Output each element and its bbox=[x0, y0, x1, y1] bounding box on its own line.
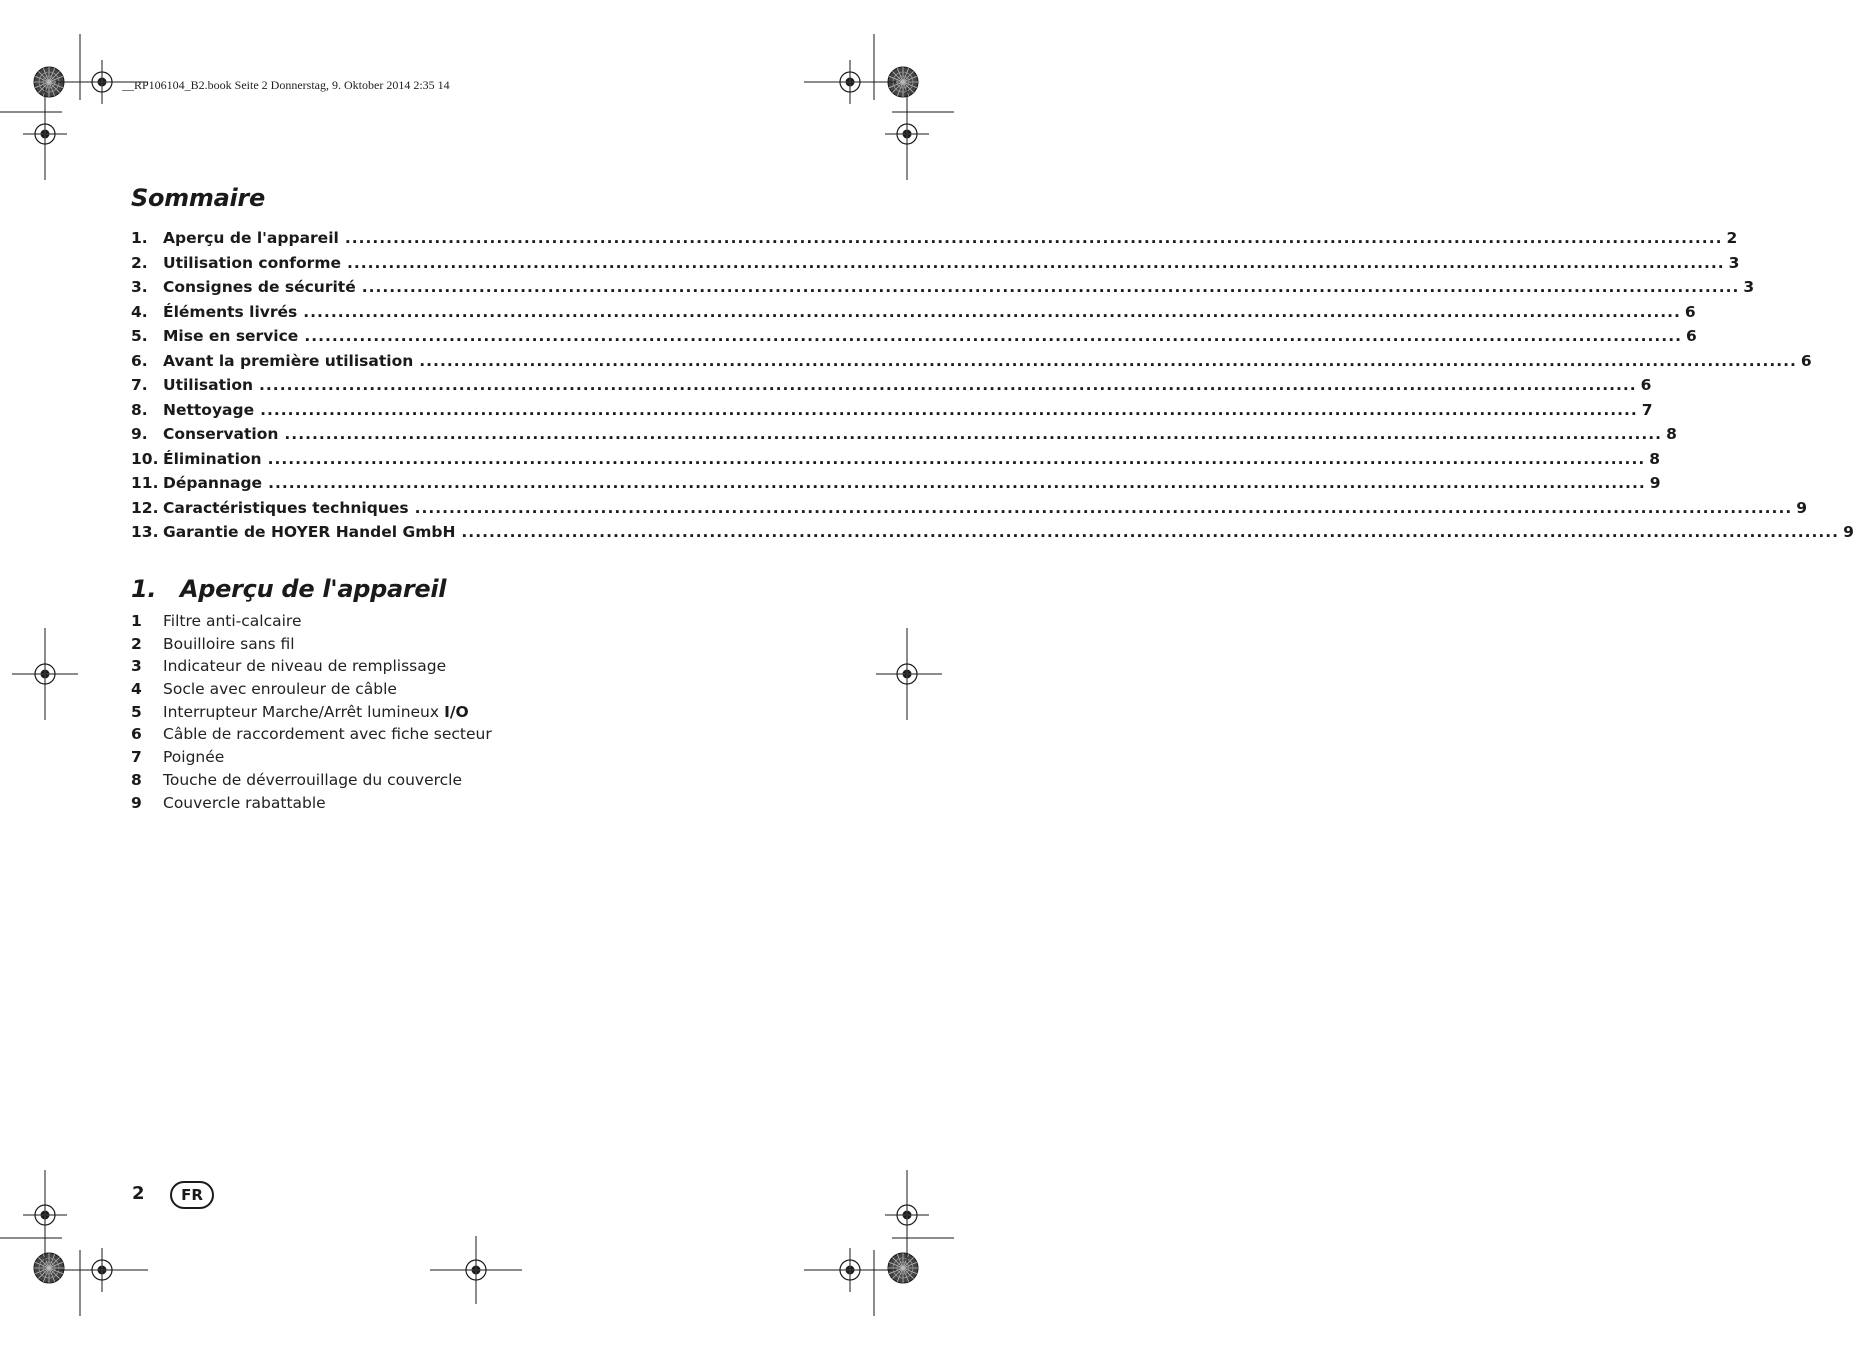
part-label: Filtre anti-calcaire bbox=[163, 612, 302, 630]
list-item bbox=[131, 635, 492, 658]
toc-leader-dots: ........................................................................................................................................................................................................ bbox=[414, 498, 1793, 517]
section-title: Aperçu de l'appareil bbox=[180, 575, 447, 603]
toc-entry-title: Mise en service bbox=[163, 327, 299, 345]
toc-entry-page: 6 bbox=[1685, 327, 1697, 345]
toc-entry[interactable] bbox=[131, 376, 1652, 401]
toc-entry-number: 2. bbox=[131, 253, 148, 272]
toc-entry-page: 6 bbox=[1684, 302, 1696, 321]
toc-entry[interactable] bbox=[131, 302, 1696, 328]
list-item bbox=[131, 794, 492, 817]
parts-list bbox=[131, 612, 492, 816]
part-number: 8 bbox=[131, 770, 142, 789]
toc-leader-dots: ........................................................................................................................................................................................................ bbox=[267, 449, 1646, 468]
toc-entry[interactable] bbox=[131, 425, 1677, 450]
toc-entry-title: Avant la première utilisation bbox=[163, 351, 414, 370]
section-heading bbox=[131, 575, 446, 603]
toc-entry-title: Nettoyage bbox=[163, 400, 255, 419]
part-number: 6 bbox=[131, 725, 142, 744]
toc-entry-page: 8 bbox=[1666, 425, 1677, 443]
toc-entry[interactable] bbox=[131, 278, 1755, 303]
toc-leader-dots: ........................................................................................................................................................................................................ bbox=[303, 302, 1681, 321]
table-of-contents bbox=[131, 229, 1854, 548]
part-label: Poignée bbox=[163, 748, 225, 767]
toc-entry-number: 3. bbox=[131, 278, 148, 296]
toc-entry-page: 6 bbox=[1640, 376, 1652, 394]
part-number: 7 bbox=[131, 748, 142, 767]
toc-entry-number: 4. bbox=[131, 302, 148, 321]
toc-leader-dots: ........................................................................................................................................................................................................ bbox=[361, 278, 1740, 296]
toc-entry-page: 9 bbox=[1796, 498, 1808, 517]
part-number: 3 bbox=[131, 657, 142, 676]
toc-entry-number: 13. bbox=[131, 523, 159, 541]
list-item bbox=[131, 725, 492, 748]
toc-entry-page: 3 bbox=[1728, 253, 1740, 272]
part-label: Touche de déverrouillage du couvercle bbox=[163, 770, 463, 789]
toc-entry-number: 10. bbox=[131, 449, 159, 468]
part-label: Couvercle rabattable bbox=[163, 793, 326, 812]
part-symbol: I/O bbox=[444, 702, 469, 721]
toc-entry[interactable] bbox=[131, 449, 1661, 475]
toc-leader-dots: ........................................................................................................................................................................................................ bbox=[259, 376, 1637, 394]
part-label: Indicateur de niveau de remplissage bbox=[163, 657, 447, 676]
toc-entry[interactable] bbox=[131, 523, 1854, 548]
list-item bbox=[131, 680, 492, 703]
toc-entry[interactable] bbox=[131, 229, 1738, 254]
toc-entry-number: 6. bbox=[131, 351, 148, 370]
part-label: Socle avec enrouleur de câble bbox=[163, 680, 397, 699]
toc-entry-title: Conservation bbox=[163, 425, 279, 443]
toc-leader-dots: ........................................................................................................................................................................................................ bbox=[304, 327, 1682, 345]
toc-entry-title: Consignes de sécurité bbox=[163, 278, 356, 296]
toc-leader-dots: ........................................................................................................................................................................................................ bbox=[344, 229, 1723, 247]
toc-heading: Sommaire bbox=[131, 184, 265, 212]
list-item bbox=[131, 657, 492, 680]
toc-entry[interactable] bbox=[131, 498, 1808, 524]
toc-entry-title: Aperçu de l'appareil bbox=[163, 229, 339, 247]
language-badge bbox=[170, 1181, 214, 1209]
toc-entry[interactable] bbox=[131, 400, 1653, 426]
language-code: FR bbox=[181, 1186, 203, 1204]
part-label: Bouilloire sans fil bbox=[163, 634, 295, 653]
toc-entry-page: 9 bbox=[1843, 523, 1854, 541]
part-number: 2 bbox=[131, 634, 142, 653]
list-item bbox=[131, 771, 492, 794]
toc-entry[interactable] bbox=[131, 351, 1812, 377]
toc-entry-number: 9. bbox=[131, 425, 148, 443]
part-number: 9 bbox=[131, 793, 142, 812]
part-number: 1 bbox=[131, 612, 142, 630]
toc-entry-page: 2 bbox=[1726, 229, 1738, 247]
toc-entry-title: Garantie de HOYER Handel GmbH bbox=[163, 523, 456, 541]
toc-entry-number: 8. bbox=[131, 400, 148, 419]
toc-entry-title: Caractéristiques techniques bbox=[163, 498, 409, 517]
toc-entry-number: 12. bbox=[131, 498, 159, 517]
print-file-info: __RP106104_B2.book Seite 2 Donnerstag, 9. Oktober 2014 2:35 14 bbox=[122, 78, 450, 92]
part-number: 4 bbox=[131, 680, 142, 699]
toc-entry[interactable] bbox=[131, 327, 1697, 352]
page-number: 2 bbox=[132, 1183, 145, 1204]
toc-entry-page: 7 bbox=[1641, 400, 1653, 419]
toc-entry[interactable] bbox=[131, 253, 1740, 279]
toc-leader-dots: ........................................................................................................................................................................................................ bbox=[268, 474, 1646, 492]
toc-entry-title: Utilisation bbox=[163, 376, 254, 394]
toc-entry-title: Élimination bbox=[163, 449, 262, 468]
list-item bbox=[131, 748, 492, 771]
toc-entry-page: 3 bbox=[1743, 278, 1755, 296]
toc-entry-title: Utilisation conforme bbox=[163, 253, 341, 272]
toc-entry-page: 9 bbox=[1649, 474, 1661, 492]
list-item bbox=[131, 703, 492, 726]
toc-entry-page: 8 bbox=[1649, 449, 1661, 468]
toc-entry-number: 5. bbox=[131, 327, 148, 345]
toc-entry-number: 11. bbox=[131, 474, 159, 492]
toc-entry-title: Éléments livrés bbox=[163, 302, 298, 321]
part-label: Câble de raccordement avec fiche secteur bbox=[163, 725, 492, 744]
toc-entry-page: 6 bbox=[1800, 351, 1812, 370]
toc-leader-dots: ........................................................................................................................................................................................................ bbox=[461, 523, 1840, 541]
list-item bbox=[131, 612, 492, 635]
toc-leader-dots: ........................................................................................................................................................................................................ bbox=[284, 425, 1663, 443]
part-number: 5 bbox=[131, 702, 142, 721]
toc-entry-number: 7. bbox=[131, 376, 148, 394]
toc-entry[interactable] bbox=[131, 474, 1661, 499]
toc-entry-number: 1. bbox=[131, 229, 148, 247]
part-label: Interrupteur Marche/Arrêt lumineux bbox=[163, 702, 440, 721]
section-number: 1. bbox=[131, 575, 157, 603]
toc-leader-dots: ........................................................................................................................................................................................................ bbox=[260, 400, 1638, 419]
toc-leader-dots: ........................................................................................................................................................................................................ bbox=[419, 351, 1797, 370]
toc-entry-title: Dépannage bbox=[163, 474, 263, 492]
toc-leader-dots: ........................................................................................................................................................................................................ bbox=[347, 253, 1725, 272]
